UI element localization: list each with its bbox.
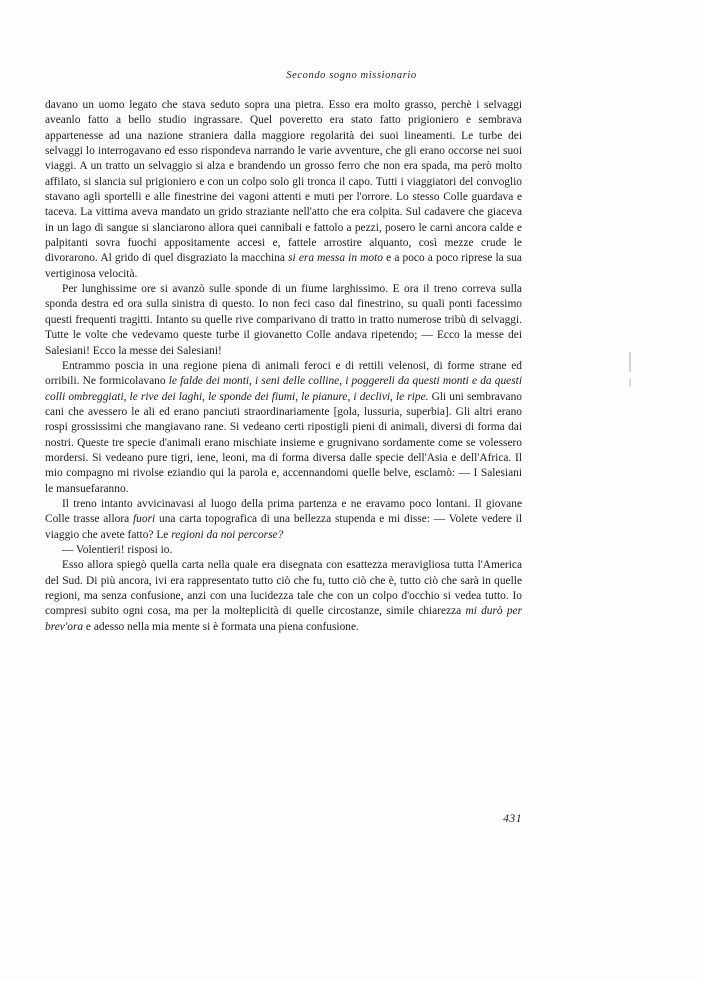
paragraph: — Volentieri! risposi io.	[62, 543, 173, 556]
page-edge-mark	[629, 352, 631, 372]
paragraph: Per lunghissime ore si avanzò sulle sponde di un fiume larghissimo. E ora il treno correva sulla sponda destra ed ora sulla sinistra di questo. Io non feci caso dal finestrino, su quali ponti facessimo questi frequenti tragitti. Intanto su quelle rive comparivano di tratto in tratto numerose tribù di selvaggi. Tutte le volte che vedevamo queste turbe il giovanetto Colle andava ripetendo; — Ecco la messe dei Salesiani! Ecco la messe dei Salesiani!	[45, 283, 522, 357]
paragraph: Il treno intanto avvicinavasi al luogo della prima partenza e ne eravamo poco lontani. Il giovane Colle trasse allora fuori una carta topografica di una bellezza stupenda e mi disse: — Volete vedere il viaggio che avete fatto? Le regioni da noi percorse?	[45, 497, 522, 541]
emphasis-run: regioni da noi percorse?	[171, 528, 284, 541]
emphasis-run: mi durò per brev'ora	[45, 605, 522, 633]
paragraph: Entrammo poscia in una regione piena di animali feroci e di rettili velenosi, di forme strane ed orribili. Ne formicolavano le falde dei monti, i seni delle colline, i poggereli da questi monti e da questi colli ombreggiati, le rive dei laghi, le sponde dei fiumi, le pianure, i declivi, le ripe. Gli uni sembravano cani che avessero le ali ed erano panciuti straordinariamente [gola, lussuria, superbia]. Gli altri erano rospi grossissimi che mangiavano rane. Si vedeano certi ripostigli pieni di animali, diversi di forma dai nostri. Queste tre specie d'animali erano mischiate insieme e grugnivano sordamente come se volessero mordersi. Si vedeano pure tigri, iene, leoni, ma di forma diversa dalle specie dell'Asia e dell'Africa. Il mio compagno mi rivolse eziandio qui la parola e, accennandomi quelle belve, esclamò: — I Salesiani le mansuefaranno.	[45, 359, 522, 495]
page-number: 431	[503, 812, 522, 825]
running-head: Secondo sogno missionario	[286, 70, 417, 81]
paragraph: Esso allora spiegò quella carta nella quale era disegnata con esattezza meravigliosa tutta l'America del Sud. Di più ancora, ivi era rappresentato tutto ciò che fu, tutto ciò che è, tutto ciò che sarà in quelle regioni, ma senza confusione, anzi con una lucidezza tale che con un colpo d'occhio si vedea tutto. Io compresi subito ogni cosa, ma per la molteplicità di quelle circostanze, simile chiarezza mi durò per brev'ora e adesso nella mia mente si è formata una piena confusione.	[45, 559, 522, 633]
emphasis-run: si era messa in moto	[288, 252, 383, 265]
paragraph: davano un uomo legato che stava seduto sopra una pietra. Esso era molto grasso, perchè i selvaggi aveanlo fatto a bello studio ingrassare. Quel poveretto era stato fatto prigioniero e sembrava appartenesse ad una nazione straniera dalla maggiore regolarità dei suoi lineamenti. Le turbe dei selvaggi lo interrogavano ed esso rispondeva narrando le varie avventure, che gli erano occorse nei suoi viaggi. A un tratto un selvaggio si alza e brandendo un grosso ferro che non era spada, ma però molto affilato, si slancia sul prigioniero e con un colpo solo gli tronca il capo. Tutti i viaggiatori del convoglio stavano agli sportelli e alle finestrine dei vagoni attenti e muti per l'orrore. Lo stesso Colle guardava e taceva. La vittima aveva mandato un grido straziante nell'atto che era colpita. Sul cadavere che giaceva in un lago di sangue si slanciarono allora quei cannibali e fattolo a pezzi, posero le carni ancora calde e palpitanti sovra fuochi appositamente accesi e, fattele arrostire alquanto, così mezze crude le divorarono. Al grido di quel disgraziato la macchina si era messa in moto e a poco a poco riprese la sua vertiginosa velocità.	[45, 99, 522, 280]
body-text	[45, 98, 522, 635]
emphasis-run: le falde dei monti, i seni delle colline, i poggereli da questi monti e da questi colli ombreggiati, le rive dei laghi, le sponde dei fiumi, le pianure, i declivi, le ripe.	[45, 375, 522, 403]
page-edge-mark-secondary	[629, 378, 631, 387]
emphasis-run: fuori	[133, 513, 156, 526]
